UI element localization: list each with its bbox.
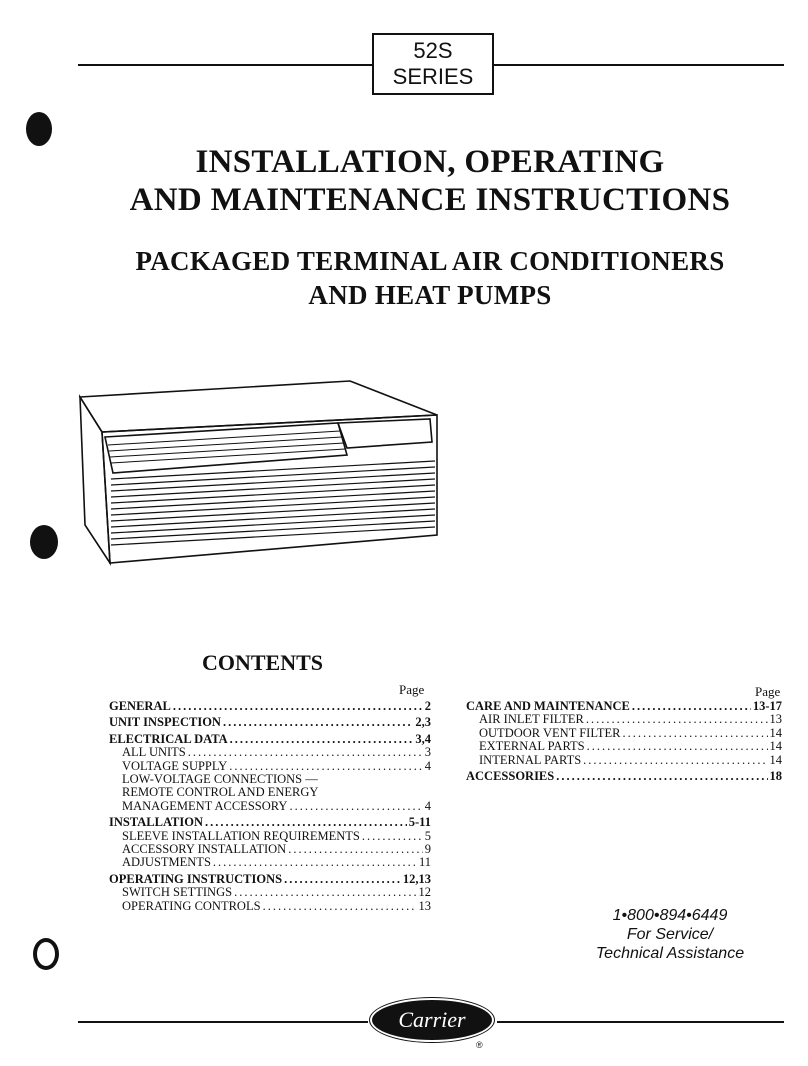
toc-entry: [109, 773, 431, 786]
series-box: [372, 33, 494, 95]
toc-entry-page: 4: [424, 758, 431, 773]
toc-leader: [213, 856, 417, 869]
binder-hole-top: [26, 112, 52, 146]
toc-entry: [109, 786, 431, 799]
toc-leader: [205, 816, 407, 829]
toc-entry-title: OUTDOOR VENT FILTER: [479, 725, 621, 740]
toc-leader: [284, 873, 401, 886]
toc-entry-title: UNIT INSPECTION: [109, 715, 221, 730]
toc-entry: [109, 856, 431, 869]
toc-entry-page: 12: [418, 885, 431, 900]
toc-leader: [622, 727, 767, 740]
toc-entry: [109, 746, 431, 759]
toc-leader: [556, 770, 767, 783]
toc-entry-title: ELECTRICAL DATA: [109, 731, 228, 746]
toc-entry-title: GENERAL: [109, 699, 171, 713]
toc-entry-page: 13: [769, 712, 782, 727]
toc-entry-page: 14: [769, 752, 782, 767]
toc-entry-title: REMOTE CONTROL AND ENERGY: [122, 785, 319, 800]
toc-leader: [587, 740, 768, 753]
toc-entry: [109, 830, 431, 843]
toc-entry-title: EXTERNAL PARTS: [479, 739, 585, 754]
toc-entry: [109, 716, 431, 729]
toc-left-column: [109, 700, 431, 913]
toc-leader: [229, 760, 422, 773]
toc-entry: [109, 760, 431, 773]
toc-entry-page: 9: [424, 842, 431, 857]
toc-entry: [109, 843, 431, 856]
carrier-logo: Carrier: [372, 1000, 492, 1040]
toc-entry: [466, 754, 782, 767]
toc-entry: [109, 800, 431, 813]
toc-entry-page: 5: [424, 828, 431, 843]
toc-right-column: [466, 700, 782, 783]
toc-entry-page: 13: [418, 898, 431, 913]
toc-leader: [362, 830, 423, 843]
toc-leader: [230, 733, 414, 746]
toc-entry-title: LOW-VOLTAGE CONNECTIONS —: [122, 772, 318, 787]
toc-entry-page: 2,3: [415, 715, 431, 730]
toc-entry-title: CARE AND MAINTENANCE: [466, 699, 630, 713]
toc-entry-title: INSTALLATION: [109, 815, 204, 830]
toc-leader: [586, 713, 768, 726]
toc-entry: [466, 700, 782, 713]
toc-entry-title: OPERATING CONTROLS: [122, 898, 261, 913]
toc-entry-title: SWITCH SETTINGS: [122, 885, 233, 900]
bottom-rule-right: [497, 1021, 784, 1023]
toc-entry: [109, 873, 431, 886]
toc-entry-title: VOLTAGE SUPPLY: [122, 758, 228, 773]
toc-entry-title: ACCESSORIES: [466, 769, 555, 784]
binder-hole-middle: [30, 525, 58, 559]
document-title: INSTALLATION, OPERATING AND MAINTENANCE INSTRUCTIONS: [129, 144, 731, 218]
toc-entry: [466, 713, 782, 726]
service-contact: [560, 906, 780, 963]
service-phone: 1•800•894•6449: [612, 907, 728, 924]
toc-entry: [109, 900, 431, 913]
toc-entry: [466, 740, 782, 753]
toc-entry-page: 13-17: [752, 699, 782, 713]
toc-entry: [109, 733, 431, 746]
registered-mark: ®: [476, 1040, 483, 1050]
toc-entry-title: SLEEVE INSTALLATION REQUIREMENTS: [122, 828, 360, 843]
toc-entry-title: OPERATING INSTRUCTIONS: [109, 871, 283, 886]
toc-entry: [109, 886, 431, 899]
toc-entry: [109, 700, 431, 713]
contents-heading: CONTENTS: [202, 650, 324, 675]
toc-entry-page: 11: [418, 855, 431, 870]
toc-entry-page: 14: [769, 725, 782, 740]
toc-leader: [263, 900, 417, 913]
document-subtitle: PACKAGED TERMINAL AIR CONDITIONERS AND HEAT PUMPS: [135, 246, 725, 310]
toc-entry-title: ADJUSTMENTS: [122, 855, 211, 870]
toc-entry-title: INTERNAL PARTS: [479, 752, 582, 767]
toc-leader: [173, 700, 423, 713]
toc-entry-page: 2: [424, 699, 431, 713]
toc-leader: [583, 754, 767, 767]
toc-entry: [466, 727, 782, 740]
toc-leader: [288, 843, 423, 856]
toc-leader: [223, 716, 413, 729]
page-column-label-right: Page: [755, 684, 781, 699]
toc-entry-page: 3,4: [415, 731, 431, 746]
toc-entry: [109, 816, 431, 829]
toc-entry-title: ALL UNITS: [122, 745, 186, 760]
air-conditioner-illustration: [75, 375, 445, 570]
series-number: 52S: [413, 38, 453, 63]
toc-leader: [188, 746, 423, 759]
toc-leader: [632, 700, 751, 713]
toc-entry-page: 5-11: [408, 815, 431, 830]
service-line3: Technical Assistance: [595, 945, 745, 962]
top-rule-left: [78, 64, 372, 66]
toc-entry-page: 12,13: [402, 871, 431, 886]
page-column-label-left: Page: [399, 682, 425, 697]
toc-entry-page: 4: [424, 798, 431, 813]
toc-entry-page: 3: [424, 745, 431, 760]
toc-leader: [234, 886, 416, 899]
toc-entry-page: 18: [769, 769, 782, 784]
series-label: SERIES: [392, 64, 474, 89]
toc-entry-title: ACCESSORY INSTALLATION: [122, 842, 287, 857]
toc-entry-page: 14: [769, 739, 782, 754]
toc-entry: [466, 770, 782, 783]
bottom-rule-left: [78, 1021, 368, 1023]
toc-leader: [289, 800, 422, 813]
binder-hole-bottom: [33, 938, 59, 970]
toc-entry-title: AIR INLET FILTER: [479, 712, 584, 727]
service-line2: For Service/: [626, 926, 714, 943]
top-rule-right: [494, 64, 784, 66]
toc-entry-title: MANAGEMENT ACCESSORY: [122, 798, 288, 813]
